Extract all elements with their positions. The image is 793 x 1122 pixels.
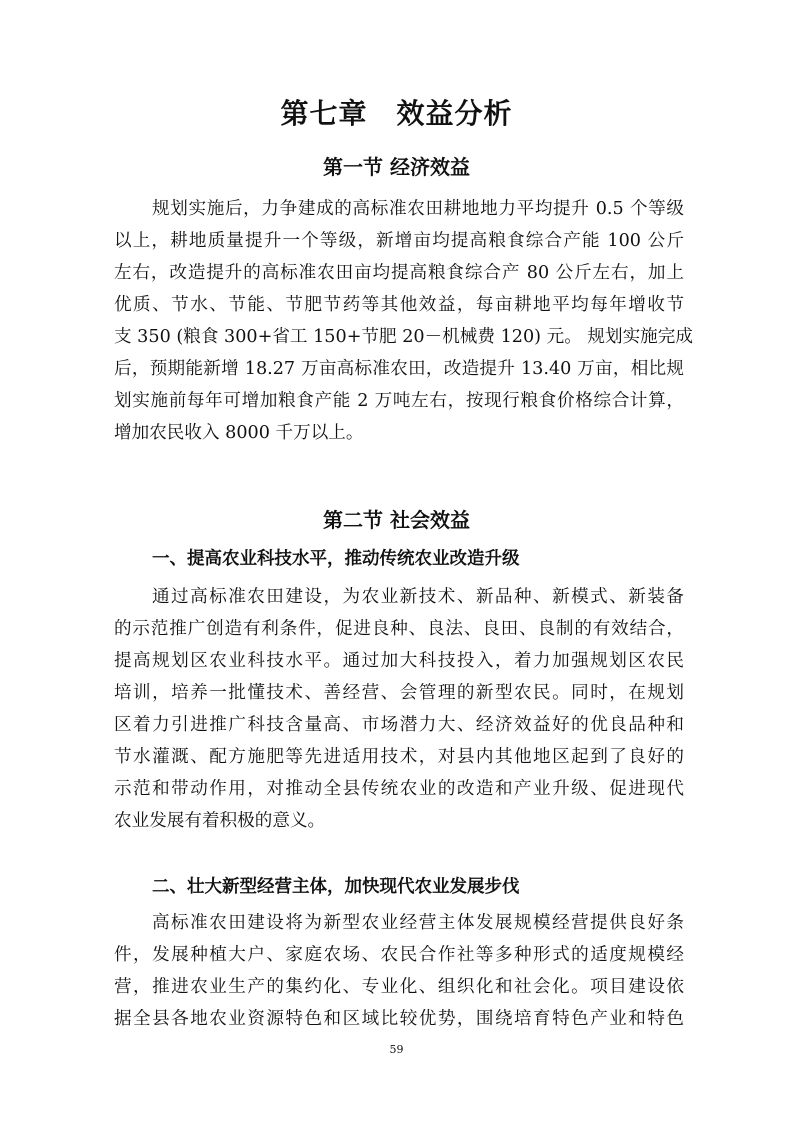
text-line: 优质、节水、节能、节肥节药等其他效益，每亩耕地平均每年增收节: [114, 295, 684, 315]
text-line: 通过高标准农田建设，为农业新技术、新品种、新模式、新装备: [152, 587, 684, 607]
text-line: 左右，改造提升的高标准农田亩均提高粮食综合产 80 公斤左右，加上: [114, 263, 684, 283]
paragraph-economic-benefit: [114, 193, 693, 449]
text-line: 培训，培养一批懂技术、善经营、会管理的新型农民。同时，在规划: [114, 683, 684, 703]
text-line: 提高规划区农业科技水平。通过加大科技投入，着力加强规划区农民: [114, 651, 684, 671]
text-line: 支 350 (粮食 300+省工 150+节肥 20－机械费 120) 元。 规划实施完成: [114, 327, 693, 347]
text-line: 的示范推广创造有利条件，促进良种、良法、良田、良制的有效结合，: [114, 619, 684, 639]
text-line: 以上，耕地质量提升一个等级，新增亩均提高粮食综合产能 100 公斤: [114, 231, 684, 251]
section-title-social: 第二节 社会效益: [323, 508, 470, 532]
subheading-agri-tech: 一、提高农业科技水平，推动传统农业改造升级: [152, 549, 520, 569]
paragraph-new-operators: [114, 907, 684, 1035]
text-line: 规划实施后，力争建成的高标准农田耕地地力平均提升 0.5 个等级: [152, 199, 684, 219]
section-title-economic: 第一节 经济效益: [323, 155, 470, 179]
text-line: 区着力引进推广科技含量高、市场潜力大、经济效益好的优良品种和: [114, 715, 684, 735]
text-line: 据全县各地农业资源特色和区域比较优势，围绕培育特色产业和特色: [114, 1009, 684, 1029]
text-line: 高标准农田建设将为新型农业经营主体发展规模经营提供良好条: [152, 913, 684, 933]
paragraph-agri-tech: [114, 581, 684, 837]
subheading-new-operators: 二、壮大新型经营主体，加快现代农业发展步伐: [152, 877, 520, 897]
text-line: 件，发展种植大户、家庭农场、农民合作社等多种形式的适度规模经: [114, 945, 684, 965]
text-line: 农业发展有着积极的意义。: [114, 811, 326, 831]
text-line: 划实施前每年可增加粮食产能 2 万吨左右，按现行粮食价格综合计算，: [114, 391, 684, 411]
page-number: 59: [389, 1043, 404, 1056]
text-line: 节水灌溉、配方施肥等先进适用技术，对县内其他地区起到了良好的: [114, 747, 684, 767]
text-line: 示范和带动作用，对推动全县传统农业的改造和产业升级、促进现代: [114, 779, 684, 799]
text-line: 后，预期能新增 18.27 万亩高标准农田，改造提升 13.40 万亩，相比规: [114, 359, 684, 379]
text-line: 营，推进农业生产的集约化、专业化、组织化和社会化。项目建设依: [114, 977, 684, 997]
chapter-title: 第七章 效益分析: [280, 97, 513, 130]
text-line: 增加农民收入 8000 千万以上。: [114, 423, 364, 443]
